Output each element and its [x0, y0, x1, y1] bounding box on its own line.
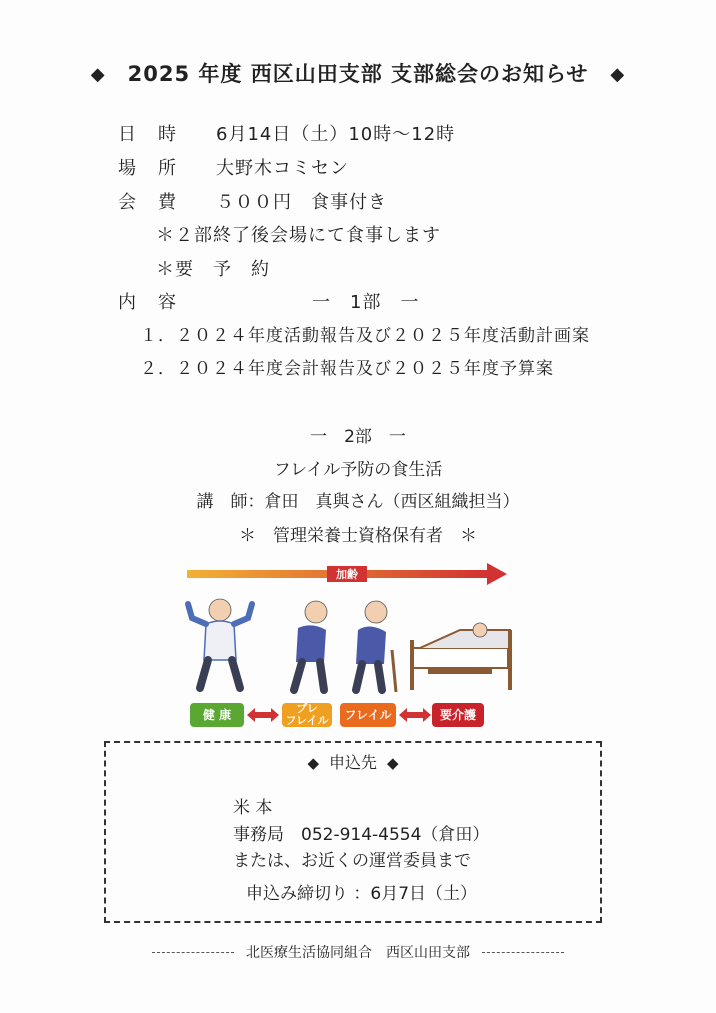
qualification-line: ＊ 管理栄養士資格保有者 ＊: [239, 526, 477, 546]
contact-office: 事務局 052-914-4554（倉田）: [233, 825, 490, 845]
fee-value: ５００円 食事付き: [216, 192, 387, 213]
contact-alternative: または、お近くの運営委員まで: [233, 851, 471, 871]
note-meal: ＊２部終了後会場にて食事します: [156, 225, 441, 246]
stage-prefrail-line1: プレ: [296, 702, 318, 715]
aging-arrow: [187, 563, 507, 585]
title-text: 2025 年度 西区山田支部 支部総会のお知らせ: [127, 62, 589, 86]
lecturer-line: 講 師：倉田 真與さん（西区組織担当）: [196, 492, 520, 512]
stage-care-badge: [432, 703, 484, 727]
stage-frail-badge: [340, 703, 396, 727]
place-label: 場所: [118, 158, 198, 179]
page-title: [0, 58, 716, 88]
footer-divider: [482, 952, 564, 953]
agenda-item-1: １．２０２４年度活動報告及び２０２５年度活動計画案: [140, 326, 590, 346]
part2-heading: 一 2部 一: [310, 427, 406, 447]
diamond-icon: ◆: [610, 64, 626, 85]
frail-person-icon: [356, 601, 396, 692]
application-title: [104, 750, 602, 773]
stage-frail-label: フレイル: [344, 708, 392, 722]
diamond-icon: ◆: [307, 754, 319, 772]
footer: [0, 942, 716, 962]
double-arrow-icon: [247, 708, 279, 722]
stage-prefrail-badge: [282, 703, 332, 727]
note-reservation: ＊要 予 約: [156, 259, 270, 280]
diamond-icon: ◆: [387, 754, 399, 772]
frailty-illustration: [180, 590, 520, 698]
fee-label: 会費: [118, 192, 198, 213]
part2-topic: フレイル予防の食生活: [273, 460, 443, 480]
stage-healthy-badge: [190, 703, 244, 727]
agenda-item-2: ２．２０２４年度会計報告及び２０２５年度予算案: [140, 359, 554, 379]
deadline: 申込み締切り ：6月7日（土）: [246, 884, 478, 904]
date-label: 日時: [118, 124, 198, 145]
content-label: 内容: [118, 292, 198, 313]
part1-heading: 一 1部 一: [312, 292, 420, 313]
application-title-text: 申込先: [328, 753, 377, 772]
date-row: [118, 120, 455, 146]
stage-prefrail-line2: フレイル: [285, 714, 329, 727]
place-value: 大野木コミセン: [216, 158, 349, 179]
stage-healthy-label: 健 康: [202, 708, 232, 722]
footer-text: 北医療生活協同組合 西区山田支部: [246, 945, 470, 961]
date-value: 6月14日（土）10時～12時: [216, 124, 456, 145]
content-row: [118, 288, 419, 314]
fee-row: [118, 188, 387, 214]
footer-divider: [152, 952, 234, 953]
arrow-label: 加齢: [336, 568, 358, 581]
stage-care-label: 要介護: [439, 708, 476, 722]
healthy-person-icon: [188, 599, 252, 688]
prefrail-person-icon: [294, 601, 327, 690]
care-bed-icon: [412, 623, 510, 690]
contact-name: 米 本: [233, 798, 273, 818]
diamond-icon: ◆: [90, 64, 106, 85]
double-arrow-icon: [399, 708, 431, 722]
place-row: [118, 154, 349, 180]
